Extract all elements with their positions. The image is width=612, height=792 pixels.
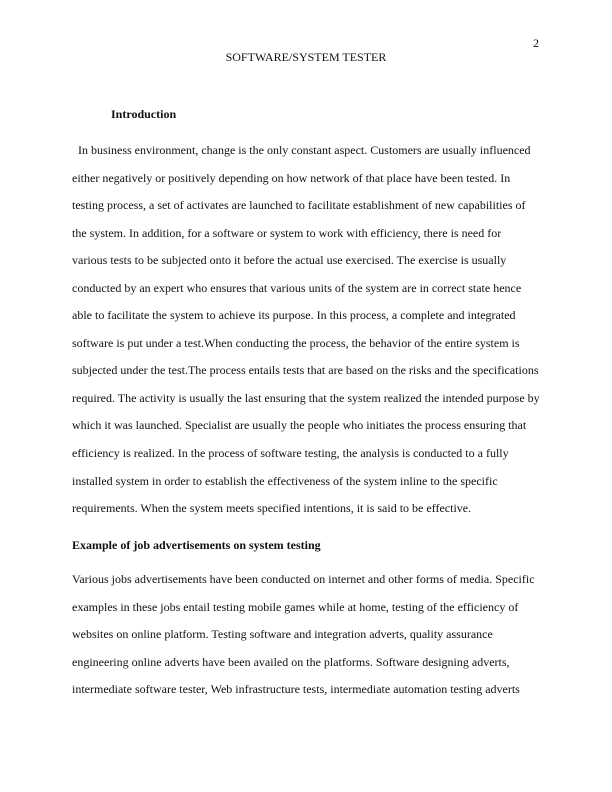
text-line: In business environment, change is the only constant aspect. Customers are usually influenced — [72, 143, 531, 157]
text-line: examples in these jobs entail testing mobile games while at home, testing of the efficiency of — [72, 599, 519, 614]
section-heading-introduction: Introduction — [111, 107, 177, 121]
text-line: engineering online adverts have been availed on the platforms. Software designing adverts, — [72, 654, 510, 669]
page-number: 2 — [533, 36, 539, 50]
text-line: intermediate software tester, Web infrastructure tests, intermediate automation testing adverts — [72, 682, 520, 697]
paragraph-job-advertisements — [72, 572, 535, 710]
text-line: Various jobs advertisements have been conducted on internet and other forms of media. Specific — [72, 572, 535, 586]
paragraph-introduction — [72, 143, 540, 529]
text-line: various tests to be subjected onto it before the actual use exercised. The exercise is usually — [72, 253, 507, 268]
text-line: conducted by an expert who ensures that various units of the system are in correct state hence — [72, 280, 522, 295]
section-heading-job-advertisements: Example of job advertisements on system testing — [72, 538, 321, 552]
text-line: efficiency is realized. In the process of software testing, the analysis is conducted to a fully — [72, 446, 509, 461]
text-line: testing process, a set of activates are launched to facilitate establishment of new capabilities of — [72, 198, 526, 213]
text-line: requirements. When the system meets specified intentions, it is said to be effective. — [72, 501, 472, 516]
text-line: software is put under a test.When conducting the process, the behavior of the entire system is — [72, 335, 520, 350]
text-line: websites on online platform. Testing software and integration adverts, quality assurance — [72, 627, 493, 642]
text-line: which it was launched. Specialist are usually the people who initiates the process ensuring that — [72, 418, 527, 433]
text-line: either negatively or positively depending on how network of that place have been tested. In — [72, 170, 511, 185]
text-line: able to facilitate the system to achieve its purpose. In this process, a complete and integrated — [72, 308, 516, 323]
text-line: required. The activity is usually the last ensuring that the system realized the intended purpose by — [72, 390, 540, 405]
text-line: subjected under the test.The process entails tests that are based on the risks and the specifications — [72, 363, 539, 378]
text-line: the system. In addition, for a software or system to work with efficiency, there is need for — [72, 225, 502, 240]
text-line: installed system in order to establish the effectiveness of the system inline to the specific — [72, 473, 498, 488]
running-head: SOFTWARE/SYSTEM TESTER — [225, 50, 387, 64]
